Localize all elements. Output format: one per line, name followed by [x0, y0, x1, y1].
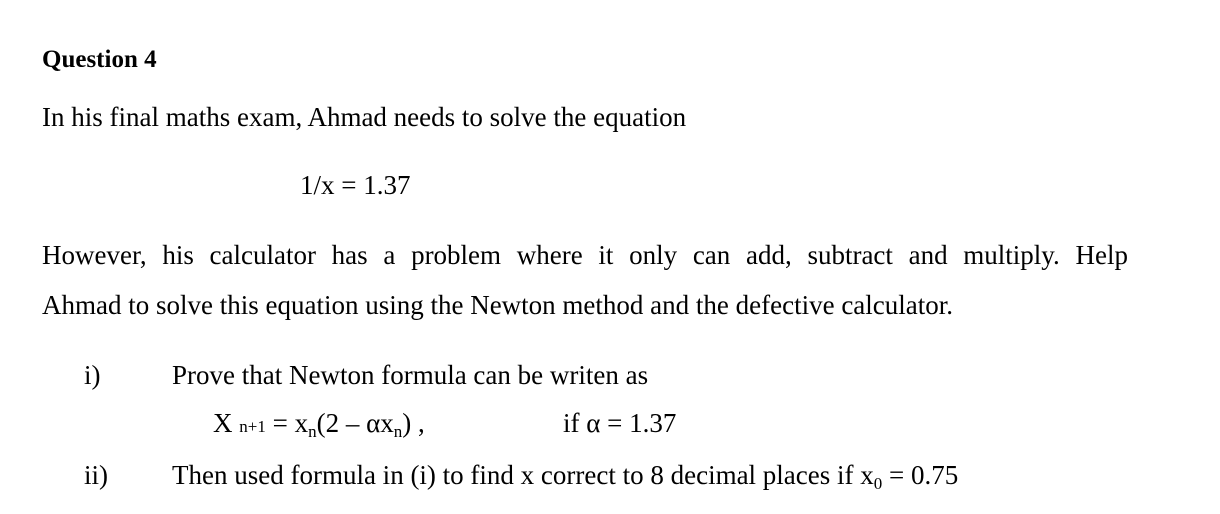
formula-sub-1: n — [308, 422, 317, 441]
formula-middle: (2 – αx — [316, 408, 394, 438]
part-i-label: i) — [84, 360, 101, 390]
part-ii-label: ii) — [84, 460, 108, 490]
formula-lhs-sub: n+1 — [239, 417, 266, 436]
part-i-text: Prove that Newton formula can be writen as — [172, 360, 649, 390]
part-ii-main: Then used formula in (i) to find x correct to 8 decimal places if x — [172, 460, 874, 490]
part-ii-text — [172, 460, 958, 491]
problem-line-1: However, his calculator has a problem where it only can add, subtract and multiply. Help — [42, 240, 1128, 270]
intro-text: In his final maths exam, Ahmad needs to solve the equation — [42, 102, 687, 132]
part-ii-tail: = 0.75 — [882, 460, 959, 490]
question-heading: Question 4 — [42, 46, 157, 73]
problem-line-2: Ahmad to solve this equation using the Newton method and the defective calculator. — [42, 290, 954, 320]
formula-sub-2: n — [393, 422, 403, 441]
equation: 1/x = 1.37 — [300, 170, 411, 200]
formula-eq-prefix: = x — [265, 408, 309, 438]
formula-lhs-var: X — [213, 408, 233, 438]
formula-tail: ) , — [402, 408, 425, 438]
alpha-condition: if α = 1.37 — [563, 408, 677, 438]
part-ii-sub: 0 — [873, 474, 883, 493]
newton-formula — [213, 408, 425, 439]
